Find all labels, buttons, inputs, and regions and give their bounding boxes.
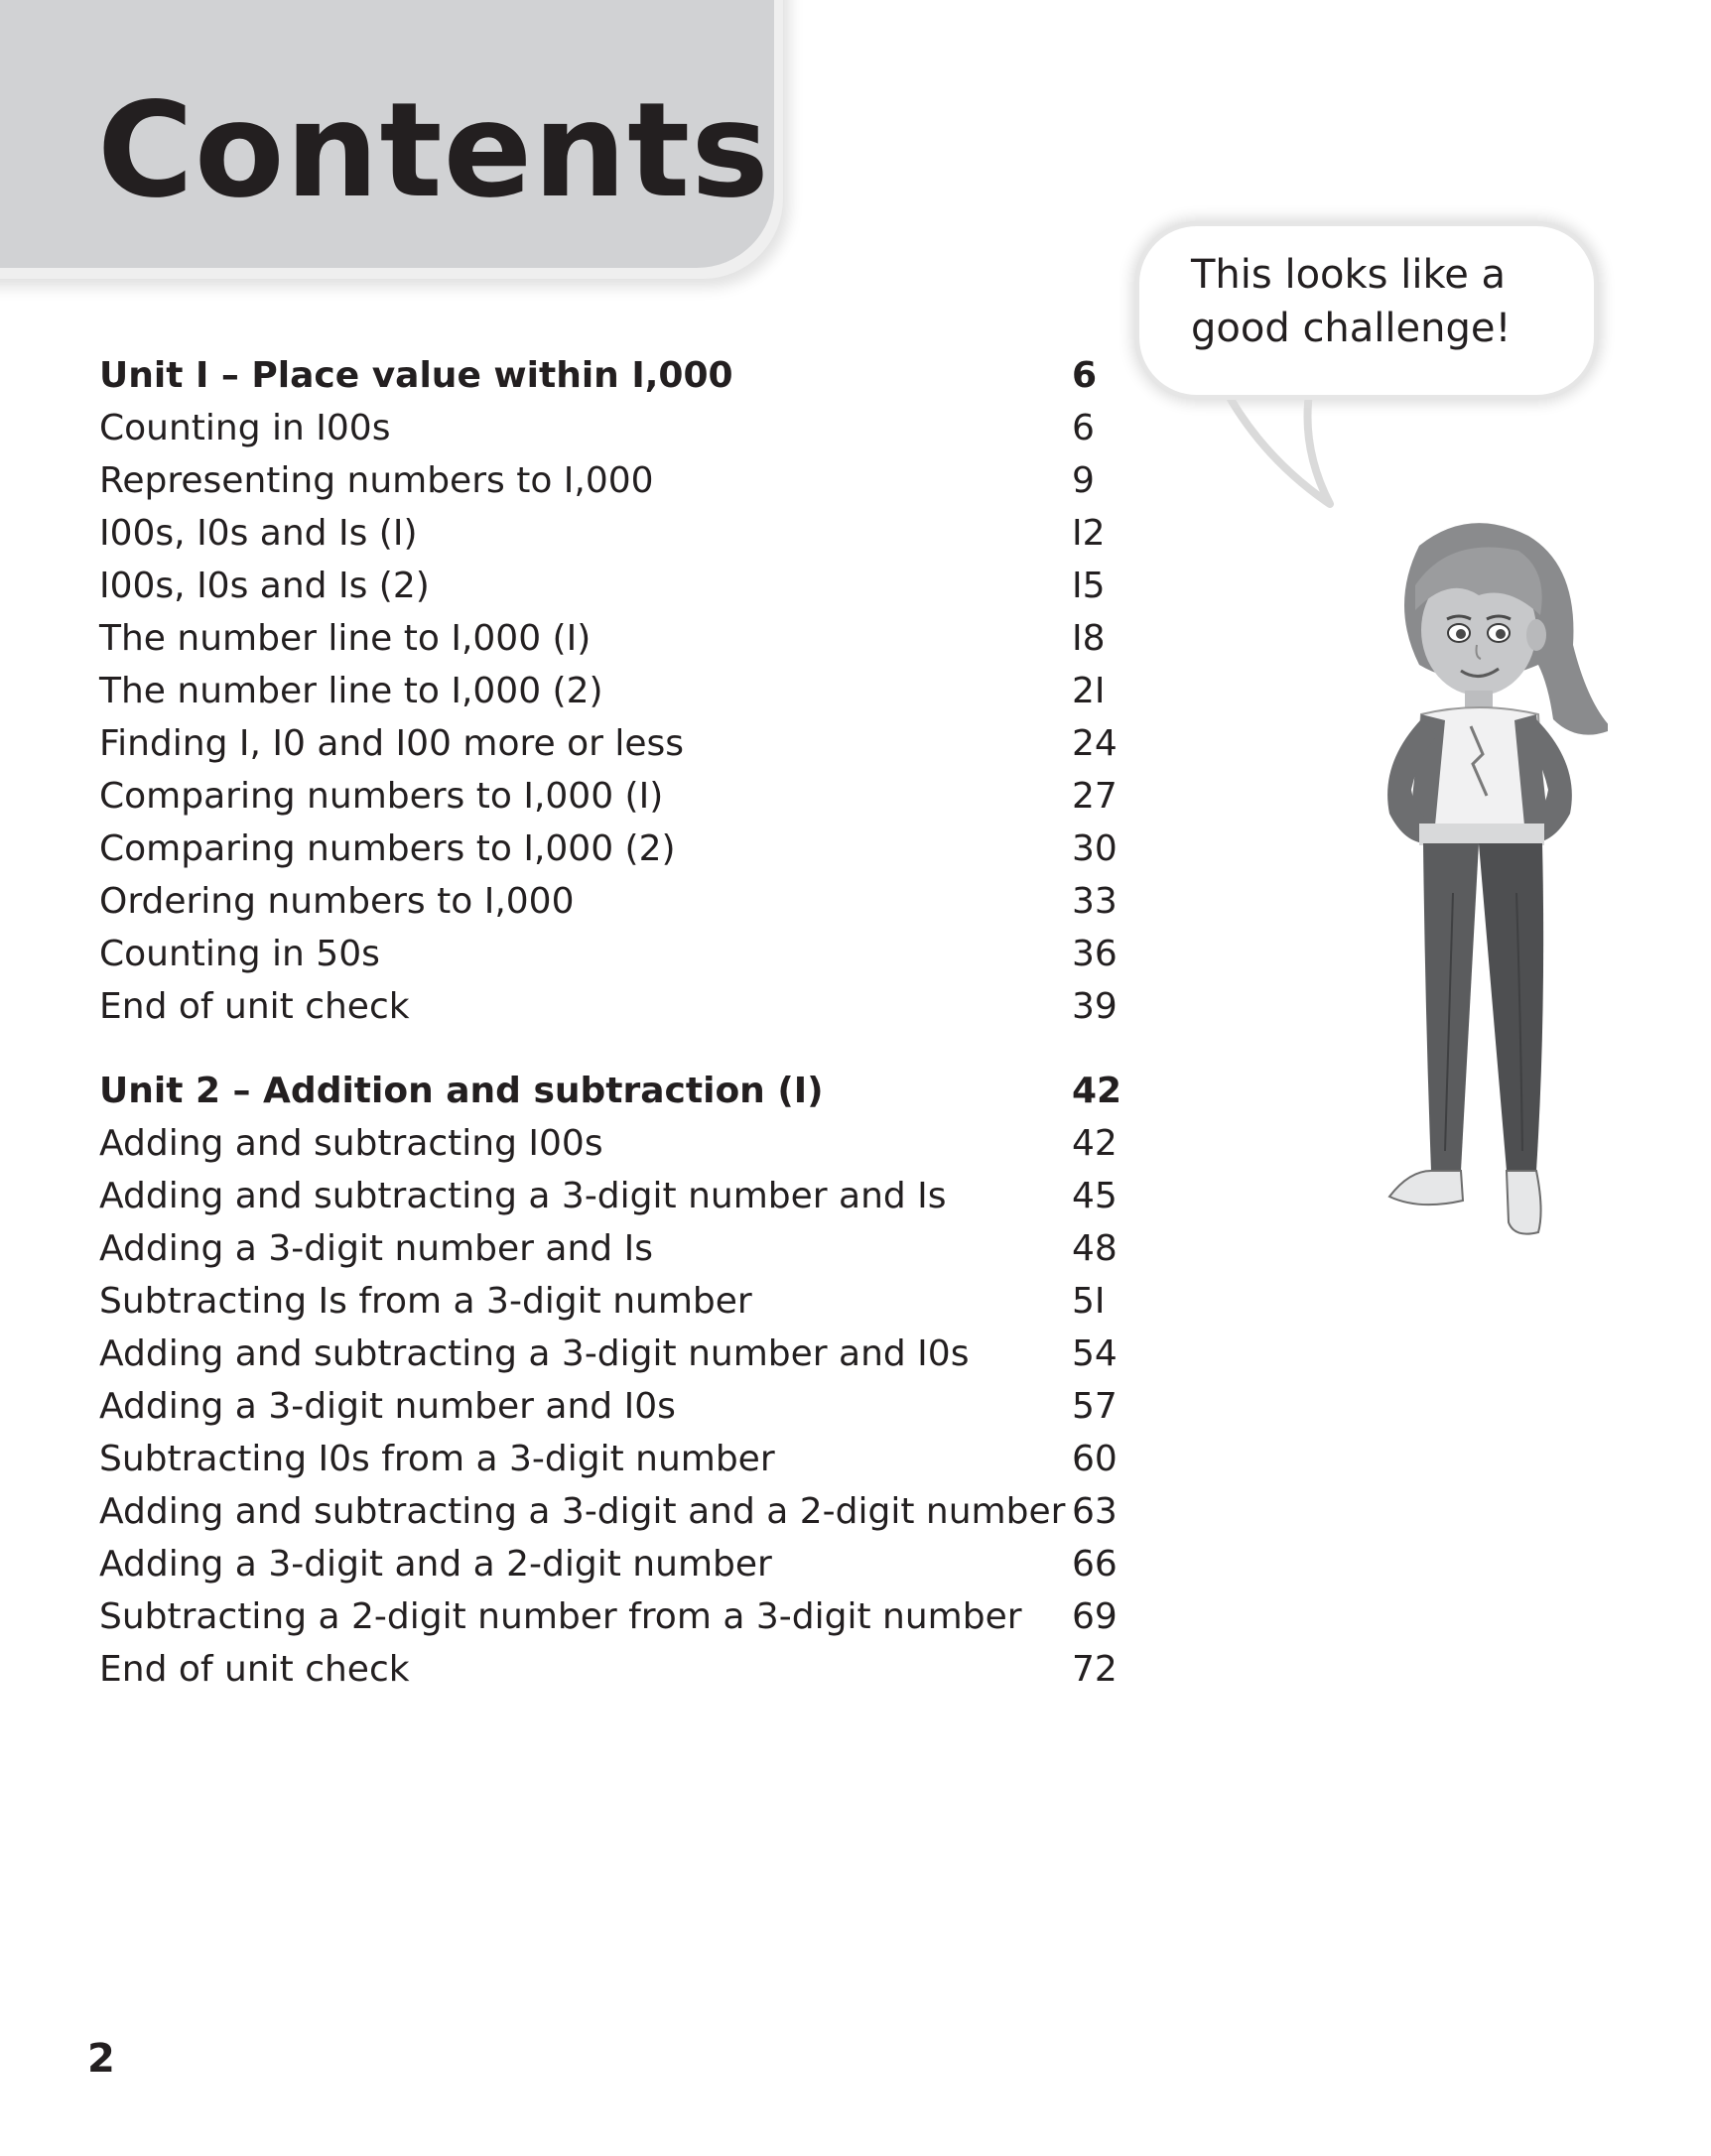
toc-entry[interactable]	[99, 454, 1131, 507]
toc-entry[interactable]	[99, 717, 1131, 770]
toc-entry[interactable]	[99, 507, 1131, 560]
toc-entry-label: Adding and subtracting a 3-digit number and I0s	[99, 1333, 970, 1374]
toc-entry-label: Subtracting a 2-digit number from a 3-digit number	[99, 1596, 1022, 1637]
toc-entry-page: 69	[1072, 1596, 1118, 1637]
toc-entry-label: End of unit check	[99, 986, 410, 1027]
unit-title: Unit I – Place value within I,000	[99, 355, 733, 396]
toc-entry-label: Adding and subtracting a 3-digit and a 2-digit number	[99, 1491, 1066, 1532]
toc-entry-label: Representing numbers to I,000	[99, 460, 654, 501]
toc-entry-page: 5I	[1072, 1281, 1106, 1322]
unit-title: Unit 2 – Addition and subtraction (I)	[99, 1071, 824, 1111]
toc-entry-label: Adding a 3-digit and a 2-digit number	[99, 1544, 772, 1585]
toc-entry-page: 27	[1072, 776, 1118, 817]
toc-entry-page: 33	[1072, 881, 1118, 922]
toc-entry[interactable]	[99, 1117, 1131, 1170]
toc-entry-label: Ordering numbers to I,000	[99, 881, 575, 922]
toc-entry-page: 66	[1072, 1544, 1118, 1585]
toc-entry[interactable]	[99, 875, 1131, 928]
toc-entry[interactable]	[99, 1538, 1131, 1590]
unit-heading[interactable]	[99, 1065, 1131, 1117]
unit-1-section	[99, 349, 1131, 1033]
toc-entry[interactable]	[99, 402, 1131, 454]
page-title: Contents	[97, 74, 770, 227]
toc-entry[interactable]	[99, 928, 1131, 980]
toc-entry[interactable]	[99, 560, 1131, 612]
toc-entry-page: 60	[1072, 1439, 1118, 1479]
toc-entry[interactable]	[99, 612, 1131, 665]
unit-page-number: 42	[1072, 1071, 1122, 1111]
toc-entry-label: I00s, I0s and Is (2)	[99, 566, 430, 606]
toc-entry-label: Counting in 50s	[99, 934, 380, 974]
unit-page-number: 6	[1072, 355, 1098, 396]
toc-entry-page: 54	[1072, 1333, 1118, 1374]
toc-entry-page: I8	[1072, 618, 1106, 659]
toc-entry-page: 48	[1072, 1228, 1118, 1269]
toc-entry-page: 39	[1072, 986, 1118, 1027]
toc-entry-page: 42	[1072, 1123, 1118, 1164]
toc-entry-label: Comparing numbers to I,000 (2)	[99, 828, 676, 869]
toc-entry-label: The number line to I,000 (I)	[99, 618, 592, 659]
toc-entry[interactable]	[99, 1170, 1131, 1222]
toc-entry-label: I00s, I0s and Is (I)	[99, 513, 418, 554]
toc-entry[interactable]	[99, 1590, 1131, 1643]
toc-entry-page: I2	[1072, 513, 1106, 554]
toc-entry[interactable]	[99, 1380, 1131, 1433]
toc-entry[interactable]	[99, 823, 1131, 875]
toc-entry-page: 9	[1072, 460, 1095, 501]
toc-entry-page: 24	[1072, 723, 1118, 764]
toc-entry[interactable]	[99, 1643, 1131, 1696]
girl-character-illustration	[1350, 516, 1608, 1270]
toc-entry-page: 30	[1072, 828, 1118, 869]
toc-entry[interactable]	[99, 1275, 1131, 1328]
page-number: 2	[87, 2036, 115, 2082]
toc-entry-label: Counting in I00s	[99, 408, 391, 448]
toc-entry-label: Subtracting I0s from a 3-digit number	[99, 1439, 775, 1479]
toc-entry-label: The number line to I,000 (2)	[99, 671, 603, 711]
toc-entry-page: 2I	[1072, 671, 1106, 711]
speech-bubble-text	[1191, 248, 1588, 355]
toc-entry-label: End of unit check	[99, 1649, 410, 1690]
toc-entry[interactable]	[99, 665, 1131, 717]
toc-entry[interactable]	[99, 1328, 1131, 1380]
unit-2-section	[99, 1065, 1131, 1696]
table-of-contents	[99, 349, 1131, 1696]
toc-entry-label: Adding and subtracting a 3-digit number and Is	[99, 1176, 947, 1216]
toc-entry-label: Subtracting Is from a 3-digit number	[99, 1281, 752, 1322]
toc-entry-page: 72	[1072, 1649, 1118, 1690]
toc-entry-label: Adding and subtracting I00s	[99, 1123, 603, 1164]
toc-entry-page: 45	[1072, 1176, 1118, 1216]
unit-heading[interactable]	[99, 349, 1131, 402]
toc-entry[interactable]	[99, 770, 1131, 823]
toc-entry-page: I5	[1072, 566, 1106, 606]
toc-entry-label: Adding a 3-digit number and I0s	[99, 1386, 676, 1427]
toc-entry-page: 63	[1072, 1491, 1118, 1532]
toc-entry[interactable]	[99, 980, 1131, 1033]
toc-entry-label: Comparing numbers to I,000 (I)	[99, 776, 664, 817]
toc-entry-label: Finding I, I0 and I00 more or less	[99, 723, 685, 764]
toc-entry[interactable]	[99, 1485, 1131, 1538]
toc-entry-page: 36	[1072, 934, 1118, 974]
toc-entry-page: 6	[1072, 408, 1095, 448]
toc-entry[interactable]	[99, 1433, 1131, 1485]
toc-entry-label: Adding a 3-digit number and Is	[99, 1228, 653, 1269]
speech-bubble-line: This looks like a	[1191, 252, 1507, 298]
toc-entry-page: 57	[1072, 1386, 1118, 1427]
speech-bubble-line: good challenge!	[1191, 306, 1512, 351]
toc-entry[interactable]	[99, 1222, 1131, 1275]
speech-bubble	[1139, 226, 1594, 395]
